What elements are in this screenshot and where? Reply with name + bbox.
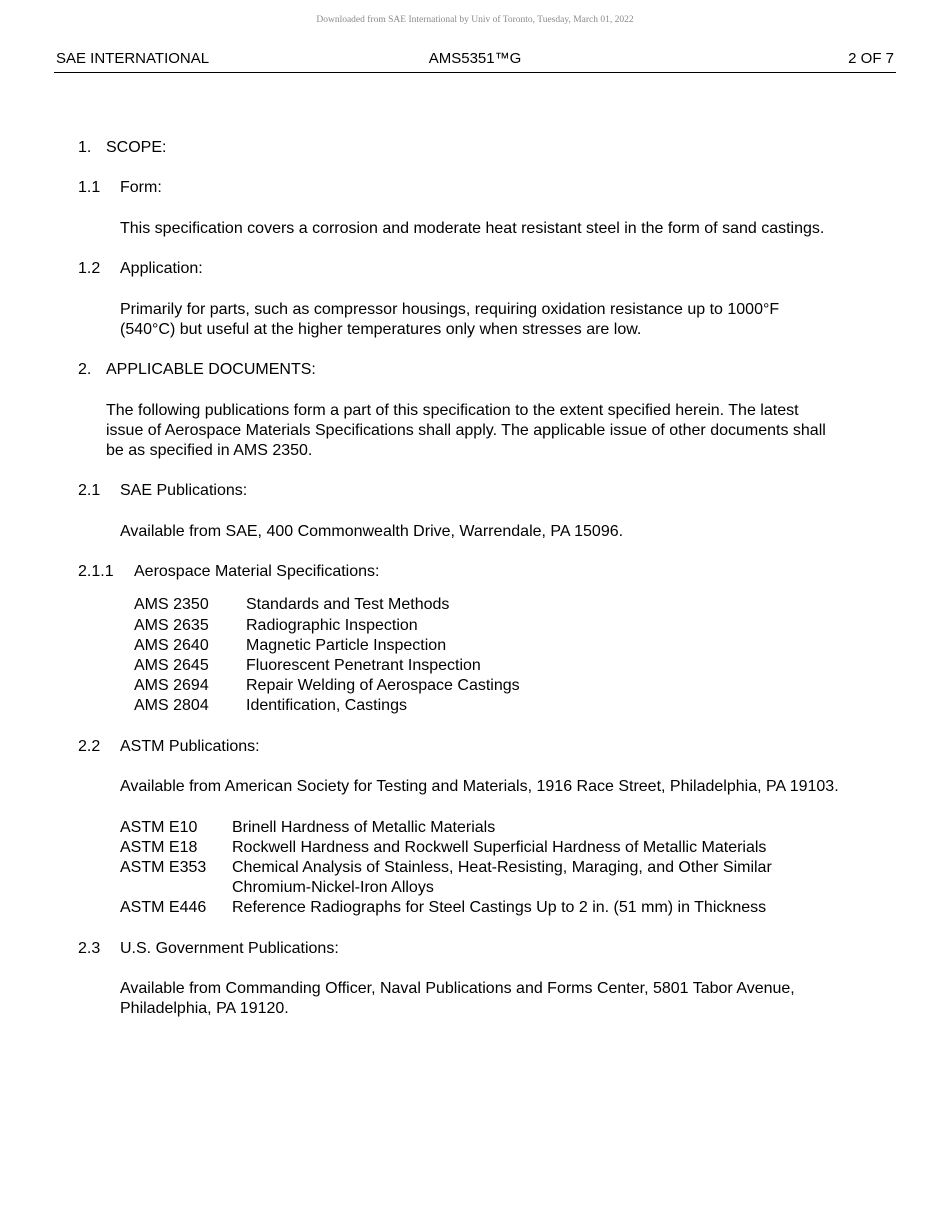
spec-title: Reference Radiographs for Steel Castings Up to 2 in. (51 mm) in Thickness [232,899,767,917]
section-title: ASTM Publications: [120,737,260,755]
section-1-heading [78,138,878,158]
list-item [134,595,878,615]
spec-title: Repair Welding of Aerospace Castings [246,677,520,695]
section-2-heading [78,360,878,380]
section-number: 2.3 [78,939,101,957]
section-number: 2.1 [78,482,101,500]
section-number: 2.2 [78,737,101,755]
section-1-1-heading [78,178,878,198]
section-title: U.S. Government Publications: [120,939,339,957]
spec-title: Radiographic Inspection [246,616,418,634]
list-item [134,676,878,696]
text-line: be as specified in AMS 2350. [106,441,313,459]
text-line: Philadelphia, PA 19120. [120,1000,289,1018]
section-2-1-heading [78,481,878,501]
header-publisher: SAE INTERNATIONAL [56,50,210,67]
document-body [78,138,878,1020]
spec-title: Fluorescent Penetrant Inspection [246,656,481,674]
spec-code: AMS 2635 [134,616,209,634]
section-title: Application: [120,260,203,278]
section-number: 2. [78,361,92,379]
section-2-1-text: Available from SAE, 400 Commonwealth Drive, Warrendale, PA 15096. [120,522,624,540]
ams-spec-list [78,595,878,716]
list-item [120,838,878,858]
section-2-3-text [78,979,878,1019]
section-2-1-1-heading [78,562,878,582]
section-number: 1.1 [78,179,101,197]
spec-title: Standards and Test Methods [246,596,450,614]
section-1-2-heading [78,259,878,279]
section-2-3-heading [78,939,878,959]
list-item [134,616,878,636]
spec-code: AMS 2804 [134,697,209,715]
spec-code: AMS 2694 [134,677,209,695]
section-title: Form: [120,179,162,197]
page-header [54,50,896,73]
section-number: 1.2 [78,260,101,278]
spec-title [232,858,878,898]
spec-code: ASTM E446 [120,899,207,917]
section-1-2-text [78,300,878,340]
text-line: issue of Aerospace Materials Specifications shall apply. The applicable issue of other documents shall [106,421,826,439]
text-line: Available from Commanding Officer, Naval Publications and Forms Center, 5801 Tabor Avenue, [120,980,795,998]
section-1-1-text: This specification covers a corrosion and moderate heat resistant steel in the form of sand castings. [120,219,825,237]
spec-code: ASTM E18 [120,838,198,856]
spec-code: AMS 2350 [134,596,209,614]
header-page-number: 2 OF 7 [848,50,894,67]
spec-code: ASTM E10 [120,818,198,836]
spec-title: Identification, Castings [246,697,407,715]
list-item [120,858,878,898]
spec-code: AMS 2645 [134,656,209,674]
text-line: The following publications form a part of this specification to the extent specified herein. The latest [106,401,799,419]
spec-code: AMS 2640 [134,636,209,654]
text-line: (540°C) but useful at the higher temperatures only when stresses are low. [120,320,642,338]
section-2-2-text: Available from American Society for Testing and Materials, 1916 Race Street, Philadelphia, PA 19103. [120,778,839,796]
section-title: APPLICABLE DOCUMENTS: [106,361,316,379]
section-number: 2.1.1 [78,563,114,581]
list-item [120,818,878,838]
section-number: 1. [78,139,92,156]
list-item [134,656,878,676]
section-2-text [78,401,878,462]
list-item [134,636,878,656]
header-document-id: AMS5351™G [428,50,522,67]
spec-title-line: Chromium-Nickel-Iron Alloys [232,879,434,897]
section-title: Aerospace Material Specifications: [134,563,380,581]
section-title: SAE Publications: [120,482,248,500]
spec-title-line: Chemical Analysis of Stainless, Heat-Resisting, Maraging, and Other Similar [232,858,772,876]
spec-title: Magnetic Particle Inspection [246,636,447,654]
section-title: SCOPE: [106,139,167,156]
list-item [120,898,878,918]
spec-code: ASTM E353 [120,858,207,876]
list-item [134,696,878,716]
spec-title: Rockwell Hardness and Rockwell Superficial Hardness of Metallic Materials [232,838,767,856]
download-watermark: Downloaded from SAE International by Univ of Toronto, Tuesday, March 01, 2022 [316,15,634,25]
astm-spec-list [78,818,878,919]
spec-title: Brinell Hardness of Metallic Materials [232,818,496,836]
section-2-2-heading [78,737,878,757]
text-line: Primarily for parts, such as compressor housings, requiring oxidation resistance up to 1000°F [120,300,780,318]
